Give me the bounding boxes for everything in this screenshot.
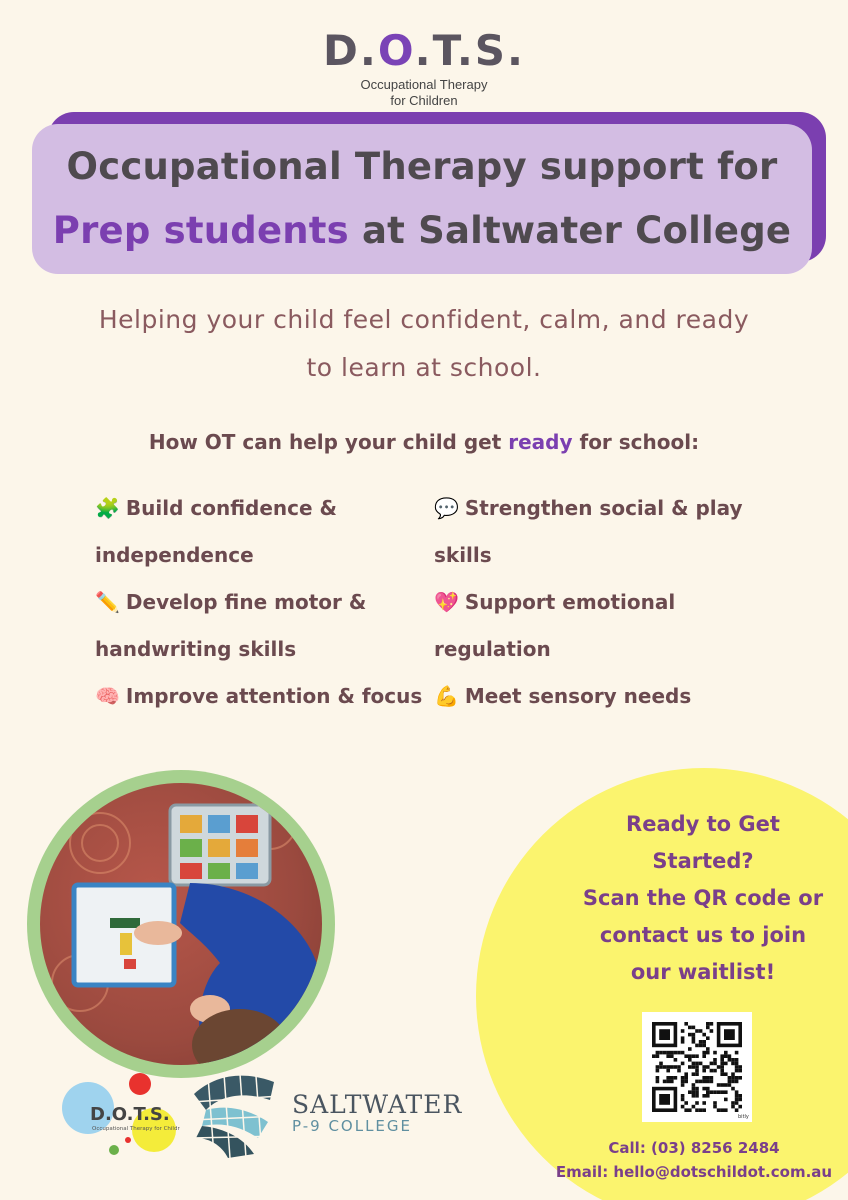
cta-line4: contact us to join bbox=[599, 923, 807, 947]
brand-title: D.O.T.S. bbox=[323, 26, 525, 75]
tagline bbox=[0, 296, 848, 392]
benefit-item: 💪 Meet sensory needs bbox=[434, 684, 692, 708]
benefits-right-column bbox=[434, 485, 774, 720]
cta-line1: Ready to Get bbox=[626, 812, 780, 836]
child-activity-photo bbox=[40, 783, 322, 1065]
brand-subtitle bbox=[0, 77, 848, 109]
benefit-item: 💬 Strengthen social & play skills bbox=[434, 496, 743, 567]
cta-line3: Scan the QR code or bbox=[582, 886, 824, 910]
benefits-left-column bbox=[95, 485, 435, 720]
puzzle-icon: 🧩 bbox=[95, 496, 120, 520]
how-accent: ready bbox=[508, 430, 573, 454]
how-heading: How OT can help your child get ready for school: bbox=[148, 430, 700, 454]
headline-line1: Occupational Therapy support for bbox=[66, 145, 778, 188]
benefit-item: 🧩 Build confidence & independence bbox=[95, 496, 337, 567]
cta-text bbox=[560, 806, 846, 991]
sparkling-heart-icon: 💖 bbox=[434, 590, 459, 614]
headline-box bbox=[32, 124, 812, 274]
flexed-biceps-icon: 💪 bbox=[434, 684, 459, 708]
tagline-line2: to learn at school. bbox=[306, 353, 542, 382]
pencil-icon: ✏️ bbox=[95, 590, 120, 614]
dots-logo-text: D.O.T.S. bbox=[90, 1104, 170, 1125]
brand-subtitle-line2: for Children bbox=[390, 93, 458, 108]
saltwater-logo-mark bbox=[188, 1066, 284, 1162]
headline-line2 bbox=[32, 206, 812, 256]
saltwater-name: SALTWATER bbox=[292, 1090, 463, 1119]
brain-icon: 🧠 bbox=[95, 684, 120, 708]
qr-code-graphic bbox=[642, 1012, 752, 1122]
benefit-item: 🧠 Improve attention & focus bbox=[95, 684, 423, 708]
contact-phone[interactable]: Call: (03) 8256 2484 bbox=[608, 1139, 780, 1157]
cta-line5: our waitlist! bbox=[630, 960, 776, 984]
qr-code[interactable] bbox=[642, 1012, 752, 1122]
brand-subtitle-line1: Occupational Therapy bbox=[360, 77, 488, 92]
cta-line2: Started? bbox=[652, 849, 754, 873]
qr-caption: bitly bbox=[738, 1114, 749, 1120]
saltwater-subtitle: P-9 COLLEGE bbox=[292, 1117, 413, 1135]
speech-bubble-icon: 💬 bbox=[434, 496, 459, 520]
dots-logo-subtitle: Occupational Therapy for Children bbox=[92, 1126, 180, 1132]
benefit-item: 💖 Support emotional regulation bbox=[434, 590, 676, 661]
contact-email[interactable]: Email: hello@dotschildot.com.au bbox=[555, 1163, 833, 1181]
benefit-item: ✏️ Develop fine motor & handwriting skills bbox=[95, 590, 367, 661]
dots-logo bbox=[60, 1070, 180, 1160]
tagline-line1: Helping your child feel confident, calm, and ready bbox=[98, 305, 750, 334]
headline-line2-rest: at Saltwater College bbox=[348, 209, 792, 252]
headline-accent: Prep students bbox=[52, 209, 349, 252]
